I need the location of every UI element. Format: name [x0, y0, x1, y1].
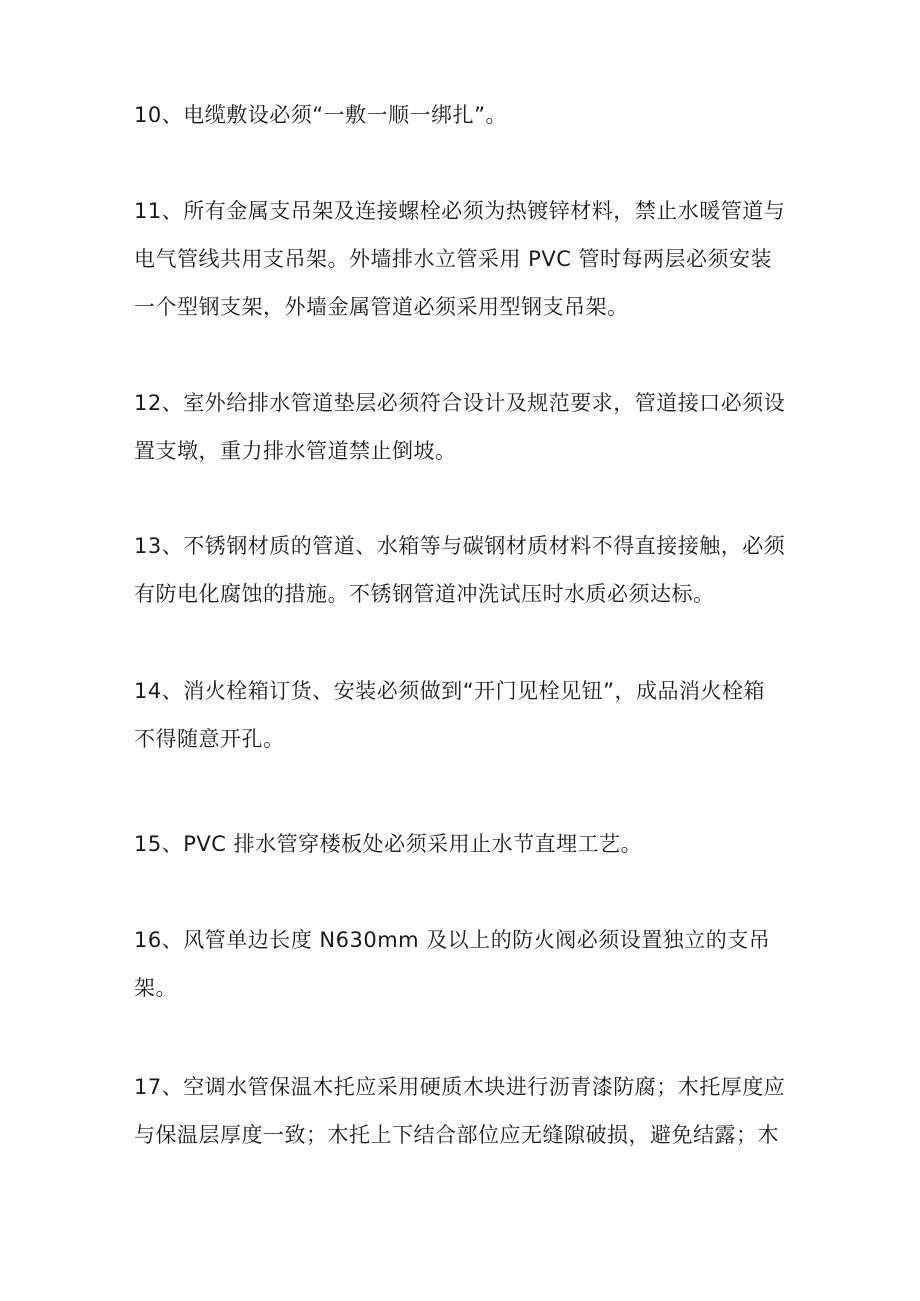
- paragraph-line: 12、室外给排水管道垫层必须符合设计及规范要求，管道接口必须设: [134, 391, 786, 415]
- paragraph-item-12: [134, 379, 794, 475]
- paragraph-line: 10、电缆敷设必须“一敷一顺一绑扎”。: [134, 103, 507, 127]
- paragraph-line: 15、PVC 排水管穿楼板处必须采用止水节直埋工艺。: [134, 832, 643, 856]
- paragraph-line: 一个型钢支架，外墙金属管道必须采用型钢支吊架。: [134, 295, 629, 319]
- paragraph-item-11: [134, 187, 794, 331]
- paragraph-item-13: [134, 522, 794, 618]
- paragraph-line: 与保温层厚度一致；木托上下结合部位应无缝隙破损，避免结露；木: [134, 1123, 779, 1147]
- paragraph-item-15: [134, 820, 794, 868]
- paragraph-line: 置支墩，重力排水管道禁止倒坡。: [134, 439, 457, 463]
- paragraph-line: 11、所有金属支吊架及连接螺栓必须为热镀锌材料，禁止水暖管道与: [134, 199, 786, 223]
- paragraph-item-10: [134, 91, 794, 139]
- paragraph-line: 电气管线共用支吊架。外墙排水立管采用 PVC 管时每两层必须安装: [134, 247, 773, 271]
- paragraph-line: 13、不锈钢材质的管道、水箱等与碳钢材质材料不得直接接触，必须: [134, 534, 786, 558]
- paragraph-line: 有防电化腐蚀的措施。不锈钢管道冲洗试压时水质必须达标。: [134, 582, 715, 606]
- paragraph-line: 架。: [134, 976, 177, 1000]
- paragraph-line: 14、消火栓箱订货、安装必须做到“开门见栓见钮”，成品消火栓箱: [134, 679, 765, 703]
- paragraph-line: 不得随意开孔。: [134, 727, 285, 751]
- paragraph-item-17: [134, 1063, 794, 1159]
- paragraph-item-16: [134, 916, 794, 1012]
- paragraph-line: 16、风管单边长度 N630mm 及以上的防火阀必须设置独立的支吊: [134, 928, 771, 952]
- paragraph-item-14: [134, 667, 794, 763]
- paragraph-line: 17、空调水管保温木托应采用硬质木块进行沥青漆防腐；木托厚度应: [134, 1075, 786, 1099]
